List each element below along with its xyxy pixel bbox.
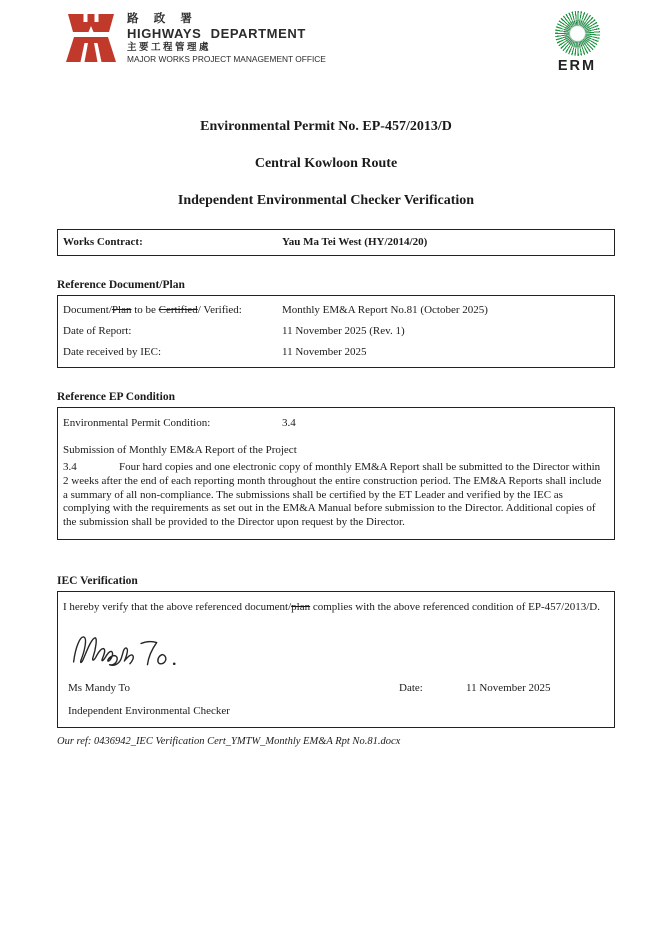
date-label: Date: <box>399 681 423 694</box>
clause-number: 3.4 <box>63 461 77 473</box>
date-of-report-value: 11 November 2025 (Rev. 1) <box>282 325 405 337</box>
works-contract-label: Works Contract: <box>63 236 143 248</box>
our-ref-footer: Our ref: 0436942_IEC Verification Cert_YMTW_Monthly EM&A Rpt No.81.docx <box>57 735 401 747</box>
date-of-report-row <box>58 317 614 338</box>
date-received-label: Date received by IEC: <box>63 346 162 358</box>
document-verified-row <box>58 296 614 317</box>
signature-image <box>69 626 189 672</box>
project-name-title: Central Kowloon Route <box>254 156 398 171</box>
highways-department-branding <box>64 10 332 65</box>
signatory-row <box>63 681 609 696</box>
reference-ep-heading: Reference EP Condition <box>57 391 175 403</box>
clause-text: Four hard copies and one electronic copy of monthly EM&A Report shall be submitted to the Director within 2 weeks after the end of each reporting month throughout the entire construction period. The EM&A Reports shall include a summary of all non-compliance. The submissions shall be certified by the ET Leader and verified by the IEC as complying with the requirements as set out in the EM&A Manual before submission to the Director. Additional copies of the submission shall be provided to the Director upon request by the Director. <box>63 461 602 529</box>
works-contract-value: Yau Ma Tei West (HY/2014/20) <box>282 236 428 248</box>
office-name-zh: 主要工程管理處 <box>127 42 212 53</box>
ep-condition-subheading: Submission of Monthly EM&A Report of the Project <box>63 444 297 456</box>
signatory-title: Independent Environmental Checker <box>68 704 230 717</box>
works-contract-table <box>57 229 615 256</box>
page-header <box>0 0 652 74</box>
erm-logo-text: ERM <box>557 58 597 74</box>
erm-branding <box>542 11 612 74</box>
iec-verification-statement: I hereby verify that the above referenced document/plan complies with the above referenced condition of EP-457/2013/D. <box>63 600 600 613</box>
document-verified-value: Monthly EM&A Report No.81 (October 2025) <box>282 304 488 316</box>
reference-document-heading: Reference Document/Plan <box>57 279 185 291</box>
date-of-report-label: Date of Report: <box>63 325 132 337</box>
iec-verification-box <box>57 591 615 728</box>
iec-verification-heading: IEC Verification <box>57 574 138 587</box>
erm-starburst-icon <box>555 11 600 56</box>
date-received-row <box>58 338 614 367</box>
ep-condition-label: Environmental Permit Condition: <box>63 417 211 429</box>
dept-name-en: HIGHWAYS DEPARTMENT <box>127 26 306 41</box>
highways-department-logo-icon <box>64 10 118 64</box>
works-contract-row <box>58 230 614 255</box>
permit-number-title: Environmental Permit No. EP-457/2013/D <box>200 119 452 134</box>
ep-condition-clause <box>63 461 608 539</box>
date-received-value: 11 November 2025 <box>282 346 367 358</box>
document-titles <box>0 118 652 210</box>
signatory-name: Ms Mandy To <box>68 681 130 694</box>
reference-ep-table <box>57 407 615 540</box>
dept-name-zh: 路 政 署 <box>127 13 198 25</box>
ep-condition-row <box>58 408 614 430</box>
highways-department-text <box>127 10 332 65</box>
reference-document-table <box>57 295 615 368</box>
document-type-title: Independent Environmental Checker Verification <box>177 193 475 208</box>
ep-condition-value: 3.4 <box>282 417 296 429</box>
document-verified-label: Document/Plan to be Certified/ Verified: <box>63 304 242 316</box>
office-name-en: MAJOR WORKS PROJECT MANAGEMENT OFFICE <box>127 54 326 64</box>
date-value: 11 November 2025 <box>466 681 551 694</box>
